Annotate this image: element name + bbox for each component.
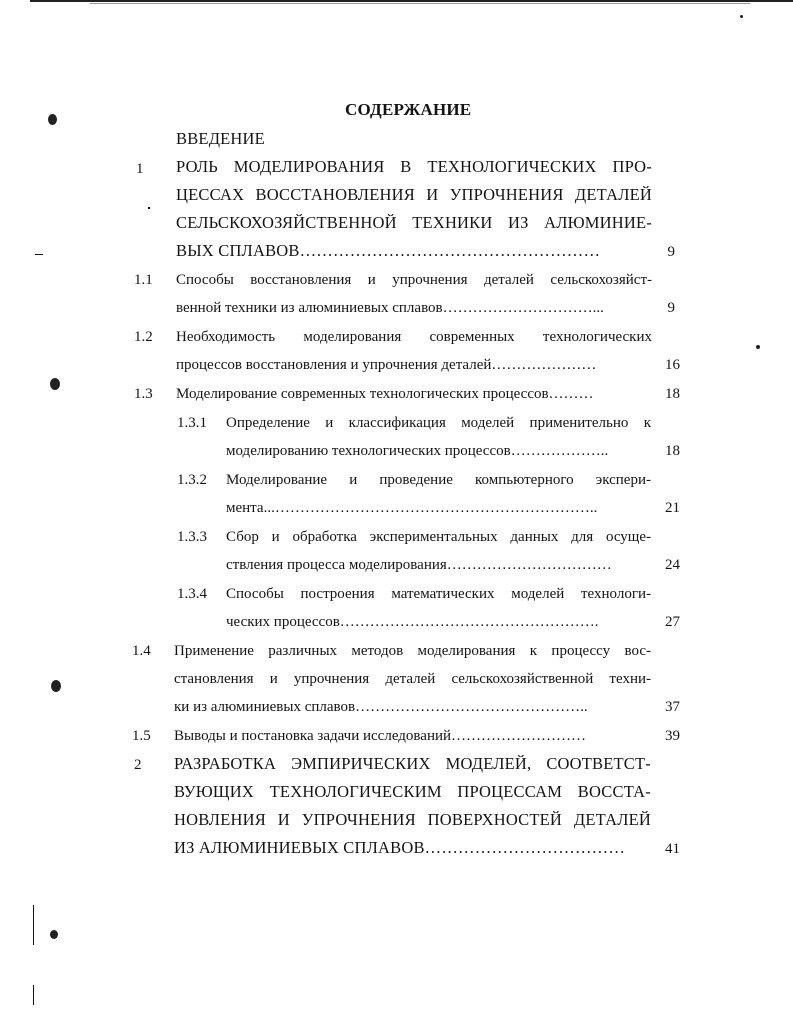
scan-border-line [90,3,750,4]
toc-entry-line: Определение и классификация моделей применительно к [226,415,651,431]
toc-page-number: 37 [665,699,680,715]
toc-entry-line: процессов восстановления и упрочнения деталей………………… [176,357,597,373]
toc-entry-line: ВЫХ СПЛАВОВ……………………………………………… [176,242,601,260]
toc-entry-line: Необходимость моделирования современных технологических [176,329,652,345]
scan-artifact [50,378,60,390]
toc-entry-number: 1.3.2 [177,472,207,488]
toc-entry-line: Сбор и обработка экспериментальных данных для осуще- [226,529,651,545]
toc-page-number: 41 [665,841,680,857]
toc-page-number: 9 [667,300,675,316]
toc-entry-line: Моделирование и проведение компьютерного экспери- [226,472,651,488]
toc-entry-line: НОВЛЕНИЯ И УПРОЧНЕНИЯ ПОВЕРХНОСТЕЙ ДЕТАЛЕЙ [174,811,651,829]
toc-entry-number: 1 [136,161,144,177]
toc-entry-number: 1.3.3 [177,529,207,545]
toc-entry-line: Применение различных методов моделирования к процессу вос- [174,643,651,659]
page-title: СОДЕРЖАНИЕ [345,100,472,119]
scan-border-line [30,0,793,2]
scan-artifact [48,114,57,125]
toc-entry-number: 1.2 [134,329,153,345]
toc-entry-line: СЕЛЬСКОХОЗЯЙСТВЕННОЙ ТЕХНИКИ ИЗ АЛЮМИНИЕ- [176,214,652,232]
toc-entry-line: Способы построения математических моделей технологи- [226,586,651,602]
toc-page-number: 9 [667,244,675,260]
toc-entry-number: 2 [134,757,142,773]
toc-entry-line: РАЗРАБОТКА ЭМПИРИЧЕСКИХ МОДЕЛЕЙ, СООТВЕТСТ- [174,755,651,773]
scan-artifact [35,254,43,255]
toc-entry-number: 1.1 [134,272,153,288]
toc-page-number: 24 [665,557,680,573]
toc-entry-intro: ВВЕДЕНИЕ [176,129,265,148]
scan-artifact [148,207,150,209]
toc-entry-number: 1.4 [132,643,151,659]
toc-page-number: 39 [665,728,680,744]
toc-page-number: 21 [665,500,680,516]
toc-entry-line: ствления процесса моделирования…………………………… [226,557,612,573]
toc-entry-line: ИЗ АЛЮМИНИЕВЫХ СПЛАВОВ……………………………… [174,839,626,857]
scan-artifact [51,680,61,692]
toc-entry-number: 1.3 [134,386,153,402]
toc-entry-number: 1.3.1 [177,415,207,431]
toc-entry-number: 1.3.4 [177,586,207,602]
toc-entry-line: мента...……………………………………………………….. [226,500,598,516]
scan-artifact [756,345,760,349]
toc-entry-line: ческих процессов……………………………………………. [226,614,599,630]
toc-page-number: 27 [665,614,680,630]
scan-artifact [50,930,58,939]
toc-page-number: 18 [665,386,680,402]
toc-entry-line: венной техники из алюминиевых сплавов…………………………... [176,300,604,316]
toc-entry-line: ки из алюминиевых сплавов……………………………………….. [174,699,588,715]
scan-artifact [740,15,743,18]
toc-entry-line: РОЛЬ МОДЕЛИРОВАНИЯ В ТЕХНОЛОГИЧЕСКИХ ПРО- [176,158,652,176]
scan-artifact [33,905,34,945]
toc-entry-line: Моделирование современных технологических процессов……… [176,386,594,402]
toc-page-number: 16 [665,357,680,373]
toc-entry-line: ЦЕССАХ ВОССТАНОВЛЕНИЯ И УПРОЧНЕНИЯ ДЕТАЛЕЙ [176,186,652,204]
toc-entry-line: становления и упрочнения деталей сельскохозяйственной техни- [174,671,651,687]
toc-entry-number: 1.5 [132,728,151,744]
scan-artifact [33,985,34,1005]
toc-entry-line: Способы восстановления и упрочнения деталей сельскохозяйст- [176,272,652,288]
toc-entry-line: ВУЮЩИХ ТЕХНОЛОГИЧЕСКИМ ПРОЦЕССАМ ВОССТА- [174,783,651,801]
toc-entry-line: Выводы и постановка задачи исследований……………………… [174,728,587,744]
toc-entry-line: моделированию технологических процессов……………….. [226,443,609,459]
toc-page-number: 18 [665,443,680,459]
